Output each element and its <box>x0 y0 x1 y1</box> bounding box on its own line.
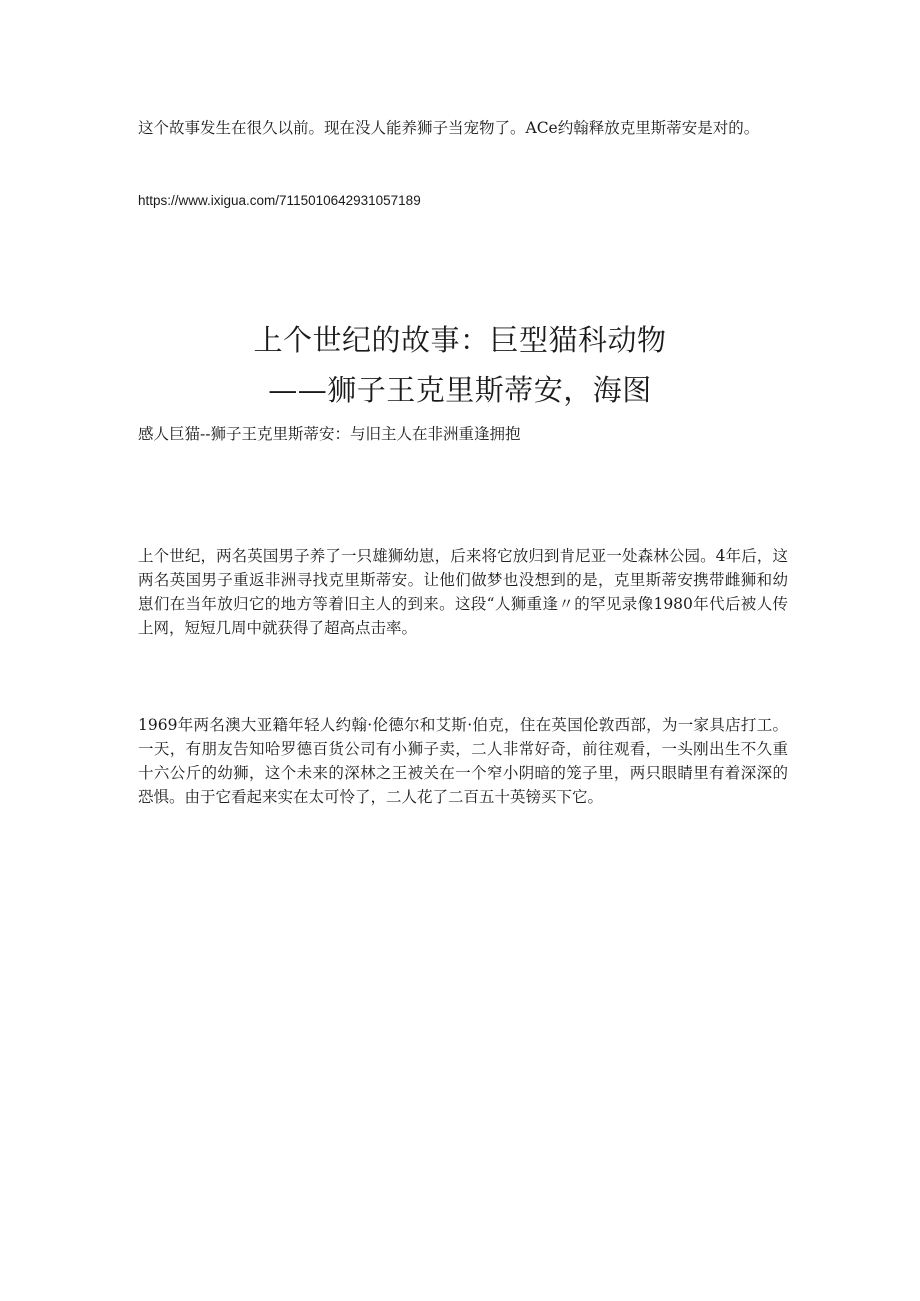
title-line-2: ——狮子王克里斯蒂安，海图 <box>268 373 652 407</box>
title-line-1: 上个世纪的故事：巨型猫科动物 <box>253 323 667 357</box>
body-paragraph-2: 1969年两名澳大亚籍年轻人约翰·伦德尔和艾斯·伯克，住在英国伦敦西部，为一家具店打工。一天，有朋友告知哈罗德百货公司有小狮子卖，二人非常好奇，前往观看，一头刚出生不久重十六公斤的幼狮，这个未来的深林之王被关在一个窄小阴暗的笼子里，两只眼睛里有着深深的恐惧。由于它看起来实在太可怜了，二人花了二百五十英镑买下它。 <box>138 716 788 806</box>
subtitle: 感人巨猫--狮子王克里斯蒂安：与旧主人在非洲重逢拥抱 <box>138 425 521 443</box>
intro-paragraph: 这个故事发生在很久以前。现在没人能养狮子当宠物了。ACe约翰释放克里斯蒂安是对的。 <box>138 119 760 137</box>
video-link[interactable]: https://www.ixigua.com/7115010642931057189 <box>138 193 421 208</box>
body-paragraph-1: 上个世纪，两名英国男子养了一只雄狮幼崽，后来将它放归到肯尼亚一处森林公园。4年后，这两名英国男子重返非洲寻找克里斯蒂安。让他们做梦也没想到的是，克里斯蒂安携带雌狮和幼崽们在当年放归它的地方等着旧主人的到来。这段“人狮重逢〃的罕见录像1980年代后被人传上网，短短几周中就获得了超高点击率。 <box>138 547 788 637</box>
